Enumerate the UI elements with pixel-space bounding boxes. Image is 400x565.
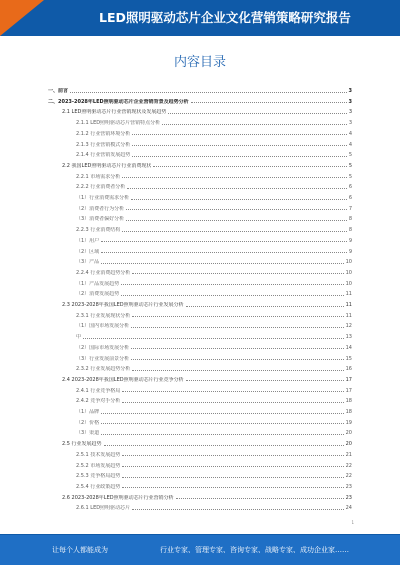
toc-entry-title: 2.1.3 行业营销模式分析 xyxy=(76,141,131,148)
toc-entry-title: 中 xyxy=(76,334,82,341)
toc-leader-dots xyxy=(132,155,347,157)
toc-entry[interactable] xyxy=(48,430,352,437)
toc-entry-title: 2.6.1 LED照明驱动芯片 xyxy=(76,505,131,512)
toc-leader-dots xyxy=(70,91,347,93)
toc-entry[interactable] xyxy=(48,495,352,502)
toc-leader-dots xyxy=(126,219,347,221)
toc-entry-title: （3）渠道 xyxy=(76,430,100,437)
toc-leader-dots xyxy=(132,369,343,371)
toc-entry-title: 2.3.2 行业发展趋势分析 xyxy=(76,366,131,373)
toc-leader-dots xyxy=(122,476,343,478)
toc-entry[interactable] xyxy=(48,206,352,213)
toc-entry-page: 8 xyxy=(348,216,352,223)
toc-entry-page: 9 xyxy=(348,237,352,244)
toc-entry[interactable] xyxy=(48,388,352,395)
toc-entry-page: 11 xyxy=(345,302,352,308)
toc-entry-title: 一、前言 xyxy=(48,88,69,94)
report-footer xyxy=(0,535,400,565)
toc-entry-title: 2.5.4 行业政策趋势 xyxy=(76,483,121,490)
toc-entry[interactable] xyxy=(48,227,352,234)
toc-entry-page: 17 xyxy=(345,387,352,394)
toc-leader-dots xyxy=(83,337,344,339)
toc-entry-title: 2.2.3 行业消费结构 xyxy=(76,227,121,234)
toc-entry-title: 2.6 2023-2028年LED照明驱动芯片行业营销分析 xyxy=(62,494,174,501)
toc-entry-title: 2.4 2023-2028年我国LED照明驱动芯片行业竞争分析 xyxy=(62,376,184,383)
toc-entry[interactable] xyxy=(48,174,352,181)
toc-entry-title: （3）行业发展前景分析 xyxy=(76,355,130,362)
toc-leader-dots xyxy=(131,358,343,360)
toc-entry-title: 2.2.4 行业消费趋势分析 xyxy=(76,269,131,276)
toc-leader-dots xyxy=(101,240,347,242)
toc-entry-page: 15 xyxy=(345,355,352,362)
toc-entry-page: 16 xyxy=(345,366,352,373)
toc-entry-page: 10 xyxy=(345,259,352,266)
toc-entry-title: （2）消费者行为分析 xyxy=(76,205,125,212)
toc-entry[interactable] xyxy=(48,345,352,352)
toc-entry-title: 2.5.3 竞争格局趋势 xyxy=(76,473,121,480)
toc-heading: 内容目录 xyxy=(173,55,226,70)
toc-entry[interactable] xyxy=(48,99,352,106)
toc-entry-title: 二、2023-2028年LED照明驱动芯片企业营销背景及趋势分析 xyxy=(48,98,189,105)
toc-leader-dots xyxy=(126,208,347,210)
toc-entry[interactable] xyxy=(48,109,352,116)
toc-entry-page: 11 xyxy=(345,291,352,298)
toc-entry[interactable] xyxy=(48,420,352,427)
toc-entry-page: 6 xyxy=(348,195,352,201)
toc-leader-dots xyxy=(122,176,347,178)
toc-entry[interactable] xyxy=(48,441,352,448)
toc-entry[interactable] xyxy=(48,238,352,245)
toc-entry[interactable] xyxy=(48,356,352,363)
toc-entry-title: 2.5.2 市场发展趋势 xyxy=(76,462,121,469)
toc-entry-title: 2.4.1 行业竞争格局 xyxy=(76,387,121,394)
toc-entry-page: 12 xyxy=(345,323,352,330)
page-number: 1 xyxy=(351,520,354,525)
toc-entry[interactable] xyxy=(48,195,352,202)
toc-leader-dots xyxy=(104,444,344,446)
toc-entry-title: （1）国内市场发展分析 xyxy=(76,323,130,330)
toc-leader-dots xyxy=(132,144,347,146)
footer-slogan-left: 让每个人都能成为 xyxy=(52,546,108,554)
toc-leader-dots xyxy=(121,283,343,285)
toc-leader-dots xyxy=(132,315,343,317)
toc-leader-dots xyxy=(168,112,346,114)
toc-entry-page: 13 xyxy=(345,334,352,341)
toc-entry-page: 5 xyxy=(348,152,352,159)
toc-leader-dots xyxy=(162,123,347,125)
toc-entry-page: 3 xyxy=(348,109,352,116)
toc-entry-page: 23 xyxy=(345,494,352,501)
toc-leader-dots xyxy=(101,433,343,435)
toc-leader-dots xyxy=(186,379,344,381)
toc-entry-page: 10 xyxy=(345,280,352,287)
toc-entry[interactable] xyxy=(48,249,352,256)
toc-leader-dots xyxy=(101,422,343,424)
toc-entry[interactable] xyxy=(48,270,352,277)
toc-entry-page: 7 xyxy=(348,205,352,212)
toc-entry[interactable] xyxy=(48,323,352,330)
toc-entry-page: 5 xyxy=(348,162,352,169)
toc-entry-page: 8 xyxy=(348,227,352,234)
toc-entry-title: （3）产品 xyxy=(76,259,100,266)
toc-entry-title: 2.1 LED照明驱动芯片行业营销现状及发展趋势 xyxy=(62,109,167,116)
toc-entry[interactable] xyxy=(48,452,352,459)
toc-entry-page: 14 xyxy=(345,344,352,351)
toc-leader-dots xyxy=(121,294,343,296)
toc-leader-dots xyxy=(101,412,343,414)
toc-entry[interactable] xyxy=(48,484,352,491)
toc-entry-page: 3 xyxy=(348,120,352,127)
toc-entry-page: 17 xyxy=(345,376,352,383)
toc-entry-title: 2.2 我国LED照明驱动芯片行业消费现状 xyxy=(62,162,152,169)
toc-entry[interactable] xyxy=(48,131,352,138)
toc-entry-title: 2.1.2 行业营销环境分析 xyxy=(76,130,131,137)
toc-entry-page: 24 xyxy=(345,505,352,512)
toc-leader-dots xyxy=(131,198,347,200)
toc-entry-title: 2.5 行业发展趋势 xyxy=(62,441,102,448)
toc-entry-title: （1）用户 xyxy=(76,237,100,244)
toc-entry-page: 23 xyxy=(345,483,352,490)
toc-entry-title: （1）产品发展趋势 xyxy=(76,280,120,287)
toc-entry[interactable] xyxy=(48,184,352,191)
toc-entry-page: 10 xyxy=(345,269,352,276)
toc-leader-dots xyxy=(122,465,343,467)
toc-entry-title: 2.3 2023-2028年我国LED照明驱动芯片行业发展分析 xyxy=(62,302,184,308)
toc-leader-dots xyxy=(127,187,347,189)
toc-entry-page: 21 xyxy=(345,451,352,458)
toc-entry[interactable] xyxy=(48,216,352,223)
toc-entry-page: 11 xyxy=(345,312,352,319)
header-accent-triangle xyxy=(0,0,44,36)
toc-entry-page: 19 xyxy=(345,419,352,426)
toc-entry[interactable] xyxy=(48,366,352,373)
toc-entry-page: 22 xyxy=(345,462,352,469)
toc-entry[interactable] xyxy=(48,409,352,416)
toc-leader-dots xyxy=(122,390,343,392)
toc-leader-dots xyxy=(132,133,347,135)
toc-leader-dots xyxy=(122,454,343,456)
toc-entry[interactable] xyxy=(48,463,352,470)
toc-entry-page: 9 xyxy=(348,248,352,255)
toc-entry-title: 2.3.1 行业发展现状分析 xyxy=(76,312,131,319)
toc-entry-page: 5 xyxy=(348,173,352,180)
toc-leader-dots xyxy=(132,272,343,274)
toc-entry-page: 3 xyxy=(348,98,352,105)
toc-entry-page: 20 xyxy=(345,430,352,437)
toc-entry-page: 20 xyxy=(345,441,352,448)
toc-entry-page: 4 xyxy=(348,141,352,148)
toc-entry[interactable] xyxy=(48,473,352,480)
toc-leader-dots xyxy=(176,497,344,499)
toc-entry[interactable] xyxy=(48,281,352,288)
toc-leader-dots xyxy=(122,486,343,488)
toc-entry-page: 6 xyxy=(348,184,352,191)
toc-entry-page: 4 xyxy=(348,130,352,137)
toc-entry-page: 3 xyxy=(348,88,352,94)
toc-leader-dots xyxy=(153,165,346,167)
toc-entry-title: （2）国际市场发展分析 xyxy=(76,344,130,351)
toc-entry-title: （3）消费者偏好分析 xyxy=(76,216,125,223)
toc-entry[interactable] xyxy=(48,152,352,159)
toc-entry[interactable] xyxy=(48,142,352,149)
toc-entry-page: 18 xyxy=(345,398,352,405)
toc-entry-title: （1）行业消费需求分析 xyxy=(76,195,130,201)
toc-entry-page: 22 xyxy=(345,473,352,480)
toc-leader-dots xyxy=(132,508,344,510)
toc-entry-title: （2）区域 xyxy=(76,248,100,255)
toc-entry[interactable] xyxy=(48,88,352,95)
toc-leader-dots xyxy=(186,305,344,307)
toc-leader-dots xyxy=(101,251,347,253)
report-header xyxy=(0,0,400,36)
toc-entry[interactable] xyxy=(48,302,352,309)
toc-entry-title: 2.1.4 行业营销发展趋势 xyxy=(76,152,131,159)
toc-entry-title: 2.1.1 LED照明驱动芯片营销特点分析 xyxy=(76,120,161,127)
toc-entry-title: 2.2.2 行业消费者分析 xyxy=(76,184,126,191)
toc-entry[interactable] xyxy=(48,398,352,405)
toc-entry[interactable] xyxy=(48,120,352,127)
toc-entry[interactable] xyxy=(48,259,352,266)
toc-leader-dots xyxy=(122,230,347,232)
toc-entry[interactable] xyxy=(48,291,352,298)
toc-entry[interactable] xyxy=(48,313,352,320)
footer-slogan-right: 行业专家、管理专家、咨询专家、战略专家、成功企业家…… xyxy=(160,546,349,554)
toc-entry-title: （2）价格 xyxy=(76,419,100,426)
toc-entry-title: 2.4.2 竞争对手分析 xyxy=(76,398,121,405)
toc-entry-page: 18 xyxy=(345,409,352,415)
toc-entry[interactable] xyxy=(48,334,352,341)
report-title: LED照明驱动芯片企业文化营销策略研究报告 xyxy=(99,10,351,25)
toc-entry[interactable] xyxy=(48,163,352,170)
toc-leader-dots xyxy=(131,326,343,328)
toc-leader-dots xyxy=(101,262,343,264)
toc-entry-title: （1）品牌 xyxy=(76,409,100,415)
toc-entry[interactable] xyxy=(48,377,352,384)
toc-entry-title: 2.5.1 技术发展趋势 xyxy=(76,451,121,458)
toc-leader-dots xyxy=(131,347,343,349)
toc-entry-title: 2.2.1 市场需求分析 xyxy=(76,173,121,180)
toc-entry[interactable] xyxy=(48,505,352,512)
toc-leader-dots xyxy=(122,401,343,403)
toc-leader-dots xyxy=(191,101,347,103)
toc-entry-title: （2）消费发展趋势 xyxy=(76,291,120,298)
